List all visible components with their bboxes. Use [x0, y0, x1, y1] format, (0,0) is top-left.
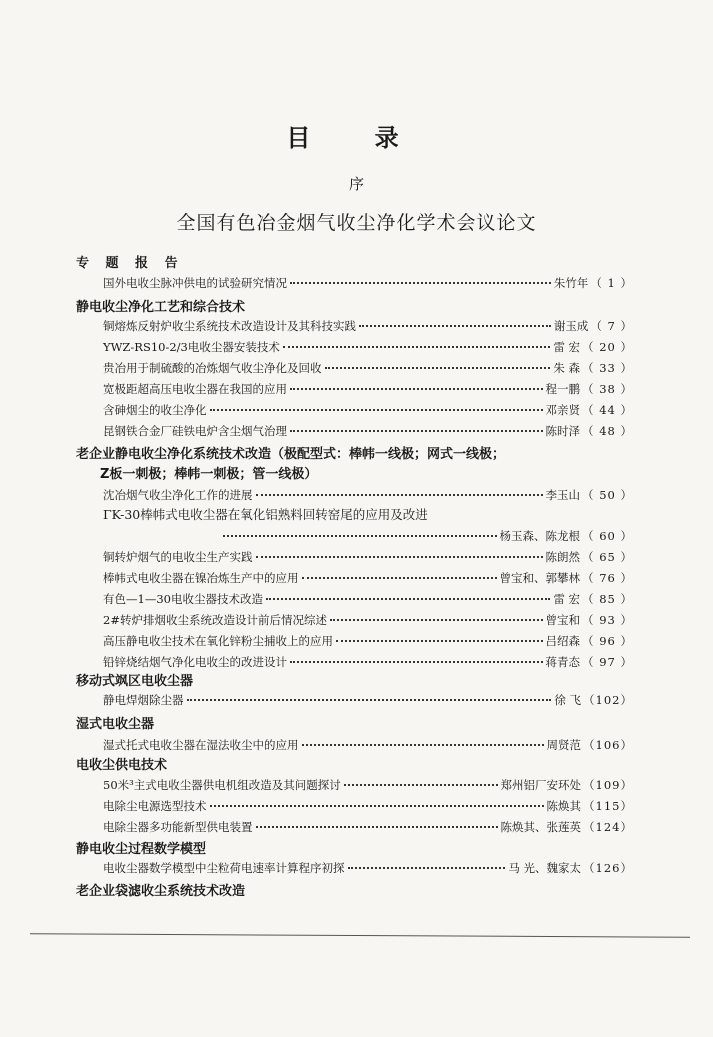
leader-dots [344, 784, 498, 786]
entry-title: 国外电收尘脉冲供电的试验研究情况 [103, 276, 287, 290]
entry-title: 有色—1—30电收尘器技术改造 [103, 592, 263, 606]
leader-dots [348, 867, 506, 869]
entry-page: （ 44 ） [582, 403, 633, 417]
entry-title: 棒帏式电收尘器在镍冶炼生产中的应用 [103, 571, 299, 585]
entry-author: 陈朗然 [545, 550, 581, 564]
section-heading: 移动式飒区电收尘器 [76, 674, 194, 689]
entry-title: 2#转炉排烟收尘系统改造设计前后情况综述 [103, 613, 327, 627]
entry-author: 陈焕其、张莲英 [500, 820, 582, 834]
leader-dots [359, 325, 551, 327]
entry-author: 谢玉成 [553, 319, 589, 333]
toc-entry [103, 798, 633, 814]
entry-author: 杨玉森、陈龙根 [499, 529, 581, 543]
entry-title: 电除尘电源选型技术 [103, 799, 207, 813]
leader-dots [223, 535, 497, 537]
entry-title: 含砷烟尘的收尘净化 [103, 403, 207, 417]
entry-page: （ 97 ） [582, 655, 633, 669]
entry-page: （ 96 ） [582, 634, 633, 648]
toc-entry [103, 402, 633, 418]
entry-page: （ 38 ） [582, 382, 633, 396]
entry-page: （106） [583, 738, 633, 752]
entry-author: 郑州铝厂安环处 [500, 778, 582, 792]
entry-title: 昆钢铁合金厂硅铁电炉含尘烟气治理 [103, 424, 287, 438]
section-heading: 静电收尘过程数学模型 [76, 842, 207, 857]
leader-dots [210, 409, 543, 411]
entry-page: （ 76 ） [582, 571, 633, 585]
entry-page: （ 7 ） [590, 319, 633, 333]
entry-page: （124） [583, 820, 633, 834]
entry-author: 曾宝和 [545, 613, 581, 627]
leader-dots [290, 430, 543, 432]
entry-page: （115） [583, 799, 633, 813]
toc-title: 目 录 [286, 124, 427, 152]
entry-author: 朱 森 [553, 361, 581, 375]
toc-entry [103, 860, 633, 876]
entry-page: （ 85 ） [582, 592, 633, 606]
entry-author: 曾宝和、郭攀林 [499, 571, 581, 585]
leader-dots [290, 282, 551, 284]
section-heading: 专 题 报 告 [76, 256, 184, 271]
conference-subtitle: 全国有色冶金烟气收尘净化学术会议论文 [176, 212, 537, 234]
toc-entry [103, 692, 633, 708]
leader-dots [336, 640, 543, 642]
toc-entry [103, 275, 633, 291]
section-heading: 老企业静电收尘净化系统技术改造（极配型式：棒帏一线极；网式一线极； [76, 447, 506, 462]
entry-author: 李玉山 [545, 488, 581, 502]
entry-author: 程一鹏 [545, 382, 581, 396]
entry-page: （102） [583, 693, 633, 707]
leader-dots [256, 494, 543, 496]
leader-dots [302, 577, 497, 579]
toc-entry [103, 737, 633, 753]
toc-entry [103, 318, 633, 334]
scan-edge-line [30, 933, 690, 937]
entry-title: 铜转炉烟气的电收尘生产实践 [103, 550, 253, 564]
entry-page: （ 1 ） [590, 276, 633, 290]
preface-label: 序 [348, 175, 364, 193]
toc-entry [103, 487, 633, 503]
toc-entry [103, 360, 633, 376]
entry-page: （ 20 ） [582, 340, 633, 354]
entry-author: 陈焕其 [546, 799, 582, 813]
leader-dots [266, 598, 550, 600]
leader-dots [283, 346, 551, 348]
entry-page: （ 60 ） [582, 529, 633, 543]
toc-entry [103, 570, 633, 586]
entry-author: 朱竹年 [553, 276, 589, 290]
toc-entry [103, 633, 633, 649]
toc-entry [103, 549, 633, 565]
entry-title: 高压静电收尘技术在氧化锌粉尘捕收上的应用 [103, 634, 333, 648]
entry-title: 宽极距超高压电收尘器在我国的应用 [103, 382, 287, 396]
leader-dots [290, 388, 543, 390]
entry-author: 周贤范 [546, 738, 582, 752]
toc-entry [103, 591, 633, 607]
entry-title: 电除尘器多功能新型供电装置 [103, 820, 253, 834]
entry-title: YWZ-RS10-2/3电收尘器安装技术 [103, 340, 280, 354]
entry-page: （109） [583, 778, 633, 792]
entry-author: 邓亲贤 [545, 403, 581, 417]
toc-entry [103, 423, 633, 439]
entry-title: 静电焊烟除尘器 [103, 693, 184, 707]
entry-title: 铅锌烧结烟气净化电收尘的改进设计 [103, 655, 287, 669]
entry-page: （ 50 ） [582, 488, 633, 502]
entry-title: 贵冶用于制硫酸的冶炼烟气收尘净化及回收 [103, 361, 322, 375]
section-heading: 电收尘供电技术 [76, 758, 168, 773]
entry-page: （ 48 ） [582, 424, 633, 438]
section-heading: Z板一刺极；棒帏一刺极；管一线极） [100, 467, 318, 482]
toc-entry [220, 528, 633, 544]
entry-title-line: ΓK-30棒帏式电收尘器在氧化铝熟料回转窑尾的应用及改进 [103, 507, 428, 522]
toc-entry [103, 654, 633, 670]
entry-author: 雷 宏 [553, 340, 581, 354]
leader-dots [256, 826, 498, 828]
leader-dots [325, 367, 551, 369]
leader-dots [256, 556, 543, 558]
leader-dots [187, 699, 552, 701]
entry-author: 陈时泽 [545, 424, 581, 438]
toc-entry [103, 339, 633, 355]
leader-dots [302, 744, 544, 746]
leader-dots [210, 805, 544, 807]
entry-title: 沈冶烟气收尘净化工作的进展 [103, 488, 253, 502]
entry-title: 电收尘器数学模型中尘粒荷电速率计算程序初探 [103, 861, 345, 875]
entry-title: 湿式托式电收尘器在湿法收尘中的应用 [103, 738, 299, 752]
entry-page: （ 33 ） [582, 361, 633, 375]
leader-dots [290, 661, 543, 663]
entry-author: 马 光、魏家太 [508, 861, 582, 875]
leader-dots [330, 619, 543, 621]
section-heading: 老企业袋滤收尘系统技术改造 [76, 884, 246, 899]
entry-author: 雷 宏 [553, 592, 581, 606]
toc-entry [103, 381, 633, 397]
section-heading: 静电收尘净化工艺和综合技术 [76, 300, 246, 315]
section-heading: 湿式电收尘器 [76, 717, 155, 732]
entry-author: 徐 飞 [554, 693, 582, 707]
entry-author: 吕绍森 [545, 634, 581, 648]
entry-author: 蒋青态 [545, 655, 581, 669]
entry-page: （ 65 ） [582, 550, 633, 564]
entry-page: （ 93 ） [582, 613, 633, 627]
entry-title: 50米³主式电收尘器供电机组改造及其问题探讨 [103, 778, 341, 792]
toc-entry [103, 819, 633, 835]
entry-page: （126） [583, 861, 633, 875]
toc-entry [103, 777, 633, 793]
entry-title: 铜熔炼反射炉收尘系统技术改造设计及其科技实践 [103, 319, 356, 333]
toc-entry [103, 612, 633, 628]
